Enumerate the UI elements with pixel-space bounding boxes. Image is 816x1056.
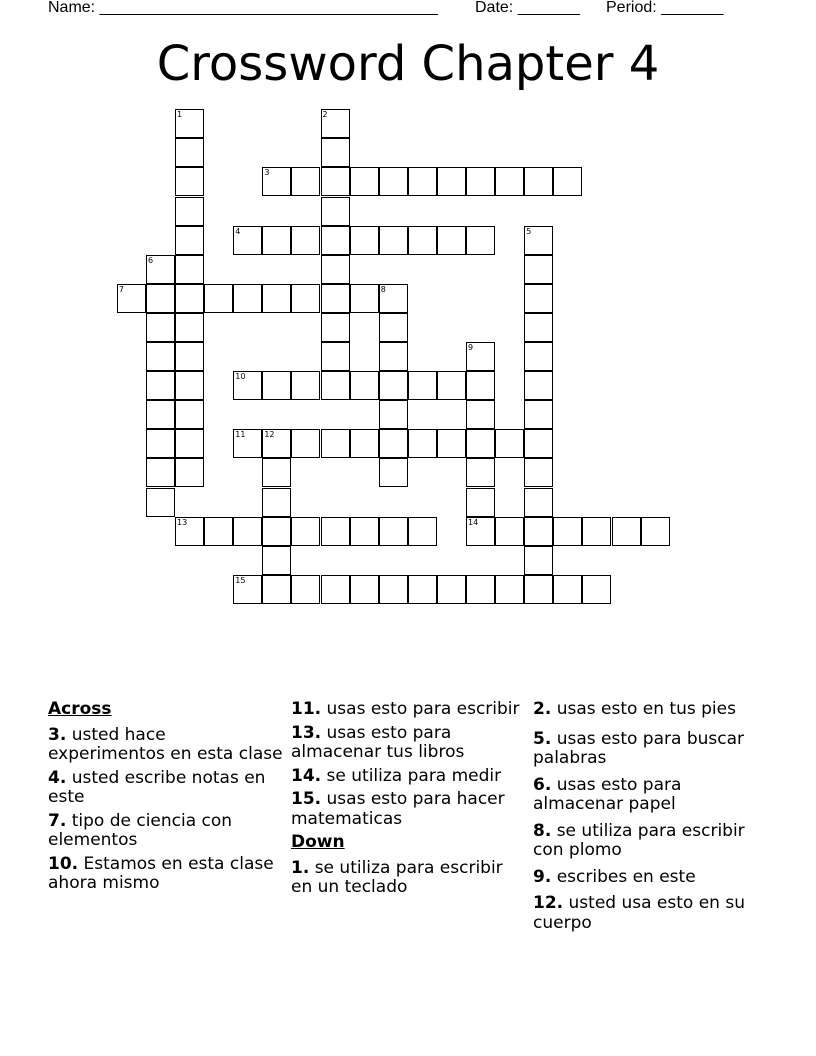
grid-cell[interactable] <box>291 575 320 604</box>
grid-cell[interactable] <box>350 429 379 458</box>
grid-cell[interactable] <box>175 342 204 371</box>
down-heading: Down <box>291 832 345 852</box>
clue-number: 3 <box>264 168 270 178</box>
clue-number: 8 <box>380 284 386 294</box>
grid-cell[interactable] <box>175 284 204 313</box>
clue-across-14: 14. se utiliza para medir <box>291 765 502 786</box>
grid-cell[interactable] <box>146 371 175 400</box>
grid-cell[interactable] <box>379 342 408 371</box>
grid-cell[interactable] <box>524 342 553 371</box>
grid-cell[interactable] <box>553 517 582 546</box>
grid-cell[interactable] <box>612 517 641 546</box>
grid-cell[interactable] <box>466 429 495 458</box>
grid-cell[interactable] <box>175 371 204 400</box>
grid-cell[interactable] <box>146 488 175 517</box>
clue-across-7: 7. tipo de ciencia con elementos <box>48 810 233 850</box>
grid-cell[interactable] <box>495 167 524 196</box>
grid-cell[interactable] <box>379 371 408 400</box>
grid-cell[interactable] <box>291 371 320 400</box>
clue-down-5: 5. usas esto para buscar palabras <box>533 728 744 768</box>
grid-cell[interactable] <box>291 429 320 458</box>
grid-cell[interactable] <box>524 488 553 517</box>
grid-cell[interactable] <box>350 167 379 196</box>
grid-cell[interactable] <box>466 342 495 371</box>
grid-cell[interactable] <box>175 226 204 255</box>
grid-cell[interactable] <box>466 517 495 546</box>
grid-cell[interactable] <box>350 517 379 546</box>
grid-cell[interactable] <box>321 342 350 371</box>
grid-cell[interactable] <box>524 400 553 429</box>
grid-cell[interactable] <box>175 255 204 284</box>
grid-cell[interactable] <box>321 284 350 313</box>
clue-number: 7 <box>118 284 124 294</box>
grid-cell[interactable] <box>379 400 408 429</box>
grid-cell[interactable] <box>262 167 291 196</box>
clue-number: 12 <box>264 430 275 440</box>
clue-number: 14 <box>468 517 479 527</box>
grid-cell[interactable] <box>466 371 495 400</box>
grid-cell[interactable] <box>379 284 408 313</box>
clue-across-3: 3. usted hace experimentos en esta clase <box>48 724 283 764</box>
clue-number: 4 <box>235 226 241 236</box>
clue-number: 5 <box>526 226 532 236</box>
grid-cell[interactable] <box>262 575 291 604</box>
clue-number: 10 <box>235 372 246 382</box>
grid-cell[interactable] <box>175 138 204 167</box>
grid-cell[interactable] <box>641 517 670 546</box>
grid-cell[interactable] <box>175 313 204 342</box>
name-field[interactable]: Name: ______________________________________ <box>48 0 438 16</box>
grid-cell[interactable] <box>233 575 262 604</box>
grid-cell[interactable] <box>262 429 291 458</box>
grid-cell[interactable] <box>204 517 233 546</box>
grid-cell[interactable] <box>175 197 204 226</box>
grid-cell[interactable] <box>321 138 350 167</box>
grid-cell[interactable] <box>146 284 175 313</box>
grid-cell[interactable] <box>524 371 553 400</box>
clue-column-2 <box>291 700 526 902</box>
grid-cell[interactable] <box>291 517 320 546</box>
grid-cell[interactable] <box>524 167 553 196</box>
grid-cell[interactable] <box>321 313 350 342</box>
grid-cell[interactable] <box>408 517 437 546</box>
grid-cell[interactable] <box>262 371 291 400</box>
clue-down-6: 6. usas esto para almacenar papel <box>533 774 682 814</box>
grid-cell[interactable] <box>379 429 408 458</box>
grid-cell[interactable] <box>495 575 524 604</box>
grid-cell[interactable] <box>466 226 495 255</box>
grid-cell[interactable] <box>262 284 291 313</box>
grid-cell[interactable] <box>379 517 408 546</box>
grid-cell[interactable] <box>408 167 437 196</box>
grid-cell[interactable] <box>175 458 204 487</box>
grid-cell[interactable] <box>233 371 262 400</box>
grid-cell[interactable] <box>204 284 233 313</box>
grid-cell[interactable] <box>582 575 611 604</box>
grid-cell[interactable] <box>495 429 524 458</box>
grid-cell[interactable] <box>582 517 611 546</box>
clue-number: 13 <box>177 517 188 527</box>
clue-column-1 <box>48 700 283 898</box>
grid-cell[interactable] <box>524 313 553 342</box>
grid-cell[interactable] <box>437 226 466 255</box>
grid-cell[interactable] <box>408 371 437 400</box>
grid-cell[interactable] <box>321 109 350 138</box>
grid-cell[interactable] <box>233 429 262 458</box>
clue-number: 9 <box>468 343 474 353</box>
grid-cell[interactable] <box>379 167 408 196</box>
grid-cell[interactable] <box>175 109 204 138</box>
grid-cell[interactable] <box>291 226 320 255</box>
grid-cell[interactable] <box>321 255 350 284</box>
grid-cell[interactable] <box>350 575 379 604</box>
grid-cell[interactable] <box>524 546 553 575</box>
grid-cell[interactable] <box>321 575 350 604</box>
grid-cell[interactable] <box>350 371 379 400</box>
grid-cell[interactable] <box>262 488 291 517</box>
grid-cell[interactable] <box>379 313 408 342</box>
grid-cell[interactable] <box>379 458 408 487</box>
grid-cell[interactable] <box>175 517 204 546</box>
clue-number: 11 <box>235 430 246 440</box>
grid-cell[interactable] <box>321 167 350 196</box>
grid-cell[interactable] <box>350 284 379 313</box>
grid-cell[interactable] <box>291 167 320 196</box>
grid-cell[interactable] <box>379 226 408 255</box>
clue-across-4: 4. usted escribe notas en este <box>48 767 266 807</box>
clue-down-8: 8. se utiliza para escribir con plomo <box>533 820 745 860</box>
grid-cell[interactable] <box>146 400 175 429</box>
grid-cell[interactable] <box>437 371 466 400</box>
grid-cell[interactable] <box>146 342 175 371</box>
grid-cell[interactable] <box>262 458 291 487</box>
grid-cell[interactable] <box>175 429 204 458</box>
grid-cell[interactable] <box>350 226 379 255</box>
grid-cell[interactable] <box>262 546 291 575</box>
clue-down-12: 12. usted usa esto en su cuerpo <box>533 893 745 933</box>
grid-cell[interactable] <box>321 517 350 546</box>
grid-cell[interactable] <box>524 575 553 604</box>
grid-cell[interactable] <box>466 575 495 604</box>
grid-cell[interactable] <box>321 371 350 400</box>
grid-cell[interactable] <box>408 429 437 458</box>
clue-down-1: 1. se utiliza para escribir en un teclado <box>291 857 503 897</box>
grid-cell[interactable] <box>466 488 495 517</box>
grid-cell[interactable] <box>117 284 146 313</box>
clue-number: 15 <box>235 575 246 585</box>
grid-cell[interactable] <box>233 517 262 546</box>
grid-cell[interactable] <box>321 197 350 226</box>
clue-number: 1 <box>177 110 183 120</box>
grid-cell[interactable] <box>408 575 437 604</box>
grid-cell[interactable] <box>233 284 262 313</box>
grid-cell[interactable] <box>437 167 466 196</box>
clue-number: 6 <box>147 255 154 265</box>
grid-cell[interactable] <box>495 517 524 546</box>
grid-cell[interactable] <box>524 517 553 546</box>
clue-down-9: 9. escribes en este <box>533 866 696 887</box>
grid-cell[interactable] <box>321 429 350 458</box>
grid-cell[interactable] <box>262 517 291 546</box>
grid-cell[interactable] <box>524 429 553 458</box>
grid-cell[interactable] <box>146 255 175 284</box>
clue-across-11: 11. usas esto para escribir <box>291 699 520 719</box>
grid-cell[interactable] <box>466 167 495 196</box>
grid-cell[interactable] <box>437 575 466 604</box>
grid-cell[interactable] <box>175 400 204 429</box>
grid-cell[interactable] <box>553 575 582 604</box>
page-title: Crossword Chapter 4 <box>156 36 660 92</box>
grid-cell[interactable] <box>175 167 204 196</box>
grid-cell[interactable] <box>524 226 553 255</box>
clue-across-13: 13. usas esto para almacenar tus libros <box>291 722 465 762</box>
grid-cell[interactable] <box>466 458 495 487</box>
grid-cell[interactable] <box>408 226 437 255</box>
grid-cell[interactable] <box>524 458 553 487</box>
grid-cell[interactable] <box>146 458 175 487</box>
period-field[interactable]: Period: _______ <box>606 0 724 16</box>
grid-cell[interactable] <box>524 284 553 313</box>
grid-cell[interactable] <box>262 226 291 255</box>
grid-cell[interactable] <box>146 313 175 342</box>
grid-cell[interactable] <box>146 429 175 458</box>
across-heading: Across <box>48 699 112 719</box>
clue-across-10: 10. Estamos en esta clase ahora mismo <box>48 853 274 893</box>
grid-cell[interactable] <box>466 400 495 429</box>
grid-cell[interactable] <box>524 255 553 284</box>
grid-cell[interactable] <box>553 167 582 196</box>
date-field[interactable]: Date: _______ <box>475 0 580 16</box>
clue-number: 2 <box>322 110 328 120</box>
clue-column-3 <box>533 700 768 937</box>
grid-cell[interactable] <box>437 429 466 458</box>
clue-across-15: 15. usas esto para hacer matematicas <box>291 789 505 829</box>
grid-cell[interactable] <box>321 226 350 255</box>
grid-cell[interactable] <box>233 226 262 255</box>
grid-cell[interactable] <box>291 284 320 313</box>
grid-cell[interactable] <box>379 575 408 604</box>
clue-down-2: 2. usas esto en tus pies <box>533 699 736 719</box>
